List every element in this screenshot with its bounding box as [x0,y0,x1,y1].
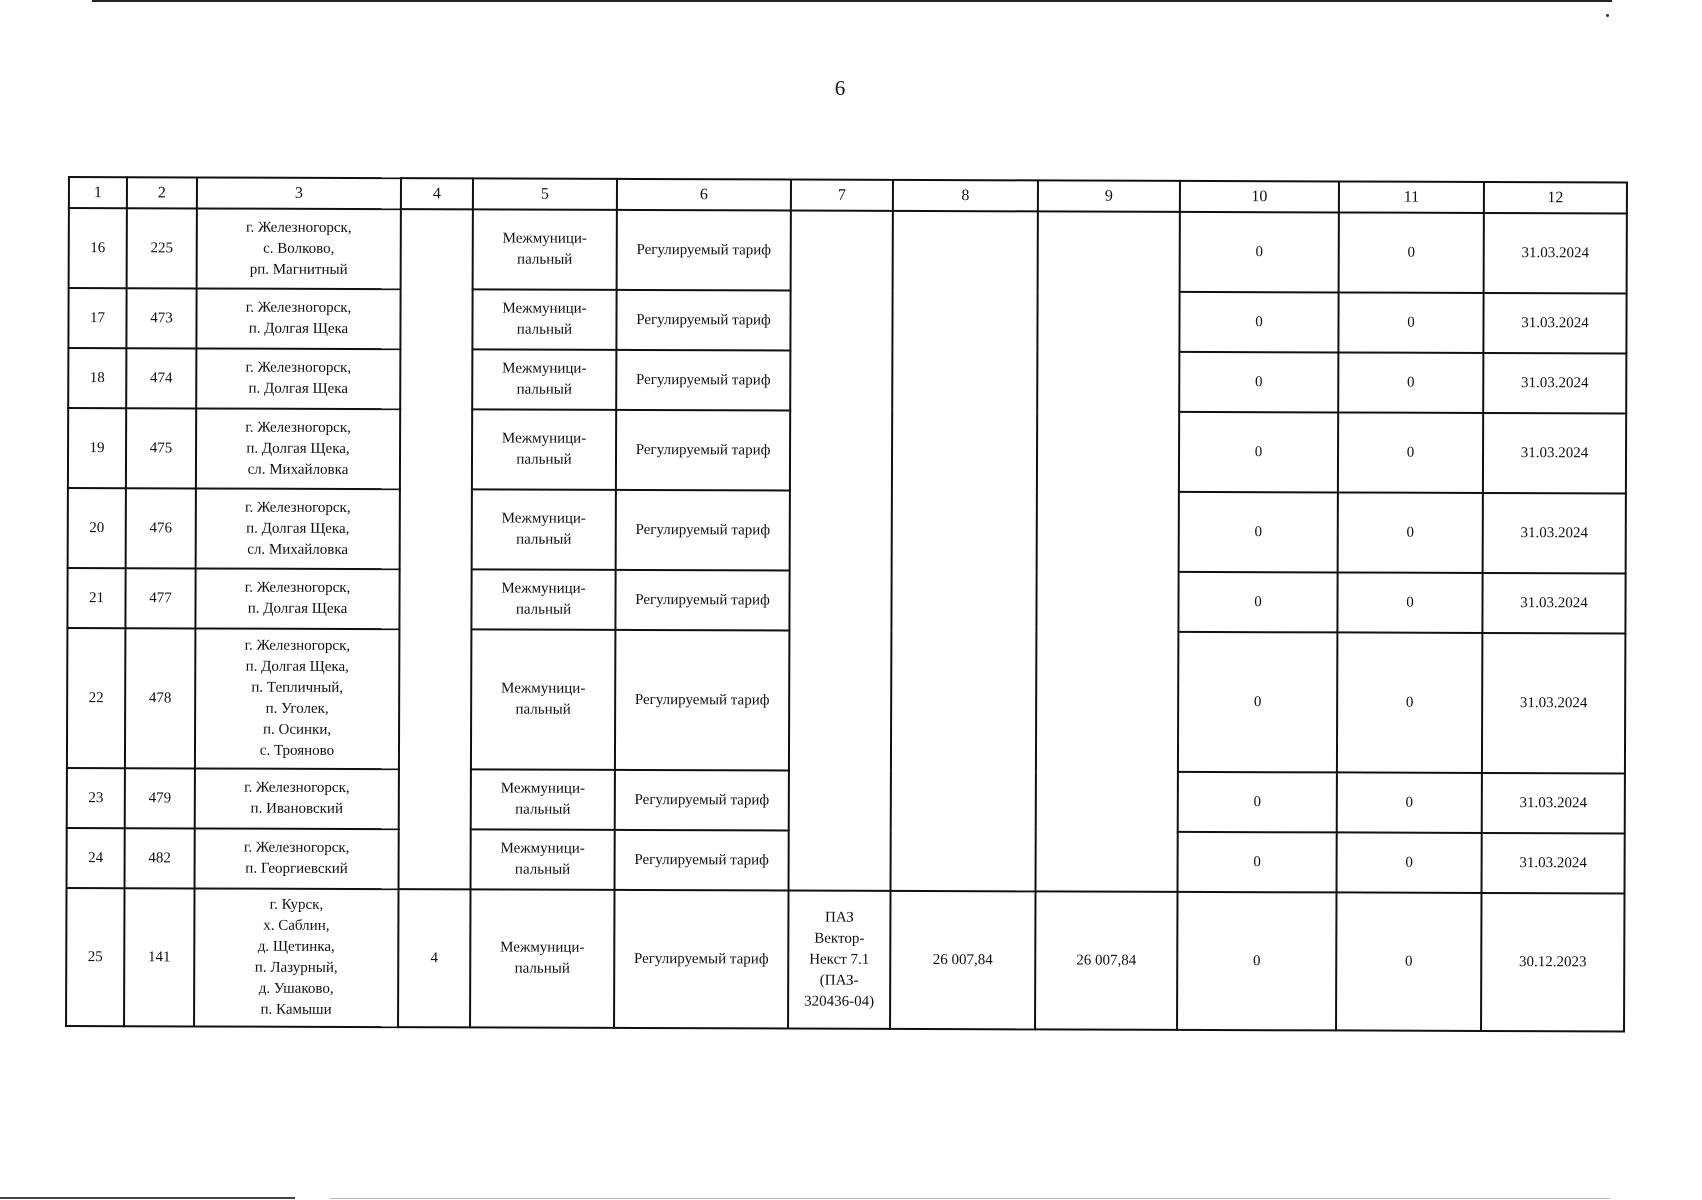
bottom-faint-line [330,1198,1610,1199]
route-number: 478 [125,628,195,768]
column-8-value: 26 007,84 [890,891,1035,1030]
column-9-value: 26 007,84 [1035,891,1177,1029]
route-path: г. Курск, х. Саблин, д. Щетинка, п. Лазурный, д. Ушаково, п. Камыши [194,888,398,1027]
column-header-7: 7 [791,180,893,211]
column-header-1: 1 [69,177,127,208]
column-11-value: 0 [1336,892,1481,1031]
end-date: 31.03.2024 [1482,833,1625,893]
route-number: 225 [127,208,197,288]
tariff-type: Регулируемый тариф [615,570,789,631]
route-number: 473 [126,288,196,348]
row-number: 23 [67,768,125,828]
route-type: Межмуници- пальный [471,769,615,830]
route-type: Межмуници- пальный [472,289,616,350]
route-type: Межмуници- пальный [470,889,614,1028]
column-10-value: 0 [1178,772,1337,833]
column-4-value: 4 [398,889,470,1027]
column-header-12: 12 [1484,182,1627,213]
tariff-type: Регулируемый тариф [616,290,790,351]
column-8-merged [891,211,1038,892]
column-10-value: 0 [1178,572,1337,633]
column-header-11: 11 [1339,181,1484,213]
end-date: 31.03.2024 [1483,413,1626,493]
route-type: Межмуници- пальный [472,349,616,410]
route-number: 482 [125,828,195,888]
route-number: 475 [126,408,196,488]
route-number: 141 [124,888,194,1026]
end-date: 31.03.2024 [1482,573,1625,633]
column-11-value: 0 [1338,412,1483,493]
route-type: Межмуници- пальный [473,209,617,290]
end-date: 31.03.2024 [1483,293,1626,353]
column-header-10: 10 [1180,181,1339,213]
route-path: г. Железногорск, п. Ивановский [195,768,399,829]
end-date: 31.03.2024 [1484,213,1627,293]
table-row [69,208,1627,293]
route-number: 476 [126,488,196,568]
top-border-line [92,0,1612,2]
column-11-value: 0 [1338,352,1483,413]
end-date: 30.12.2023 [1481,893,1624,1031]
column-10-value: 0 [1180,212,1339,293]
page-number: 6 [834,76,846,100]
route-path: г. Железногорск, п. Долгая Щека, сл. Михайловка [196,488,400,569]
end-date: 31.03.2024 [1482,773,1625,833]
route-type: Межмуници- пальный [471,629,615,770]
column-header-2: 2 [127,177,197,208]
row-number: 24 [67,828,125,888]
route-number: 477 [125,568,195,628]
tariff-type: Регулируемый тариф [615,630,789,771]
column-10-value: 0 [1179,412,1338,493]
route-type: Межмуници- пальный [472,409,616,490]
tariff-type: Регулируемый тариф [617,210,791,291]
bottom-line [0,1197,295,1199]
end-date: 31.03.2024 [1483,353,1626,413]
tariff-type: Регулируемый тариф [616,490,790,571]
column-header-4: 4 [401,178,473,209]
route-type: Межмуници- пальный [471,829,615,890]
row-number: 18 [68,348,126,408]
column-11-value: 0 [1338,492,1483,573]
column-header-5: 5 [473,178,617,210]
row-number: 20 [68,488,126,568]
column-4-merged [399,209,473,889]
column-header-8: 8 [893,180,1038,212]
row-number: 21 [67,568,125,628]
tariff-type: Регулируемый тариф [615,770,789,831]
route-path: г. Железногорск, с. Волково, рп. Магнитный [197,208,401,289]
vehicle-model: ПАЗ Вектор- Некст 7.1 (ПАЗ- 320436-04) [788,891,890,1029]
route-path: г. Железногорск, п. Долгая Щека, п. Тепличный, п. Уголек, п. Осинки, с. Трояново [195,628,399,769]
row-number: 17 [68,288,126,348]
route-type: Межмуници- пальный [471,569,615,630]
routes-table [65,176,1628,1032]
column-9-merged [1036,211,1180,891]
route-path: г. Железногорск, п. Долгая Щека [196,288,400,349]
table-row [66,888,1624,1031]
row-number: 25 [66,888,124,1026]
column-10-value: 0 [1177,892,1336,1031]
row-number: 19 [68,408,126,488]
tariff-type: Регулируемый тариф [615,830,789,891]
column-header-3: 3 [197,177,401,209]
column-10-value: 0 [1178,632,1337,773]
column-11-value: 0 [1338,292,1483,353]
route-number: 474 [126,348,196,408]
tariff-type: Регулируемый тариф [616,350,790,411]
end-date: 31.03.2024 [1482,633,1625,773]
route-path: г. Железногорск, п. Долгая Щека, сл. Михайловка [196,408,400,489]
column-10-value: 0 [1179,292,1338,353]
column-10-value: 0 [1179,492,1338,573]
route-path: г. Железногорск, п. Долгая Щека [196,348,400,409]
column-11-value: 0 [1339,212,1484,293]
column-10-value: 0 [1179,352,1338,413]
tariff-type: Регулируемый тариф [614,890,788,1029]
end-date: 31.03.2024 [1483,493,1626,573]
route-path: г. Железногорск, п. Георгиевский [195,828,399,889]
row-number: 16 [69,208,127,288]
column-11-value: 0 [1337,832,1482,893]
scan-speck [1606,14,1609,17]
column-11-value: 0 [1337,772,1482,833]
row-number: 22 [67,628,125,768]
column-10-value: 0 [1178,832,1337,893]
route-type: Межмуници- пальный [472,489,616,570]
column-11-value: 0 [1337,572,1482,633]
route-number: 479 [125,768,195,828]
tariff-type: Регулируемый тариф [616,410,790,491]
column-header-6: 6 [617,179,791,211]
route-path: г. Железногорск, п. Долгая Щека [195,568,399,629]
column-11-value: 0 [1337,632,1482,773]
column-7-merged [789,211,893,891]
column-header-9: 9 [1038,180,1180,211]
